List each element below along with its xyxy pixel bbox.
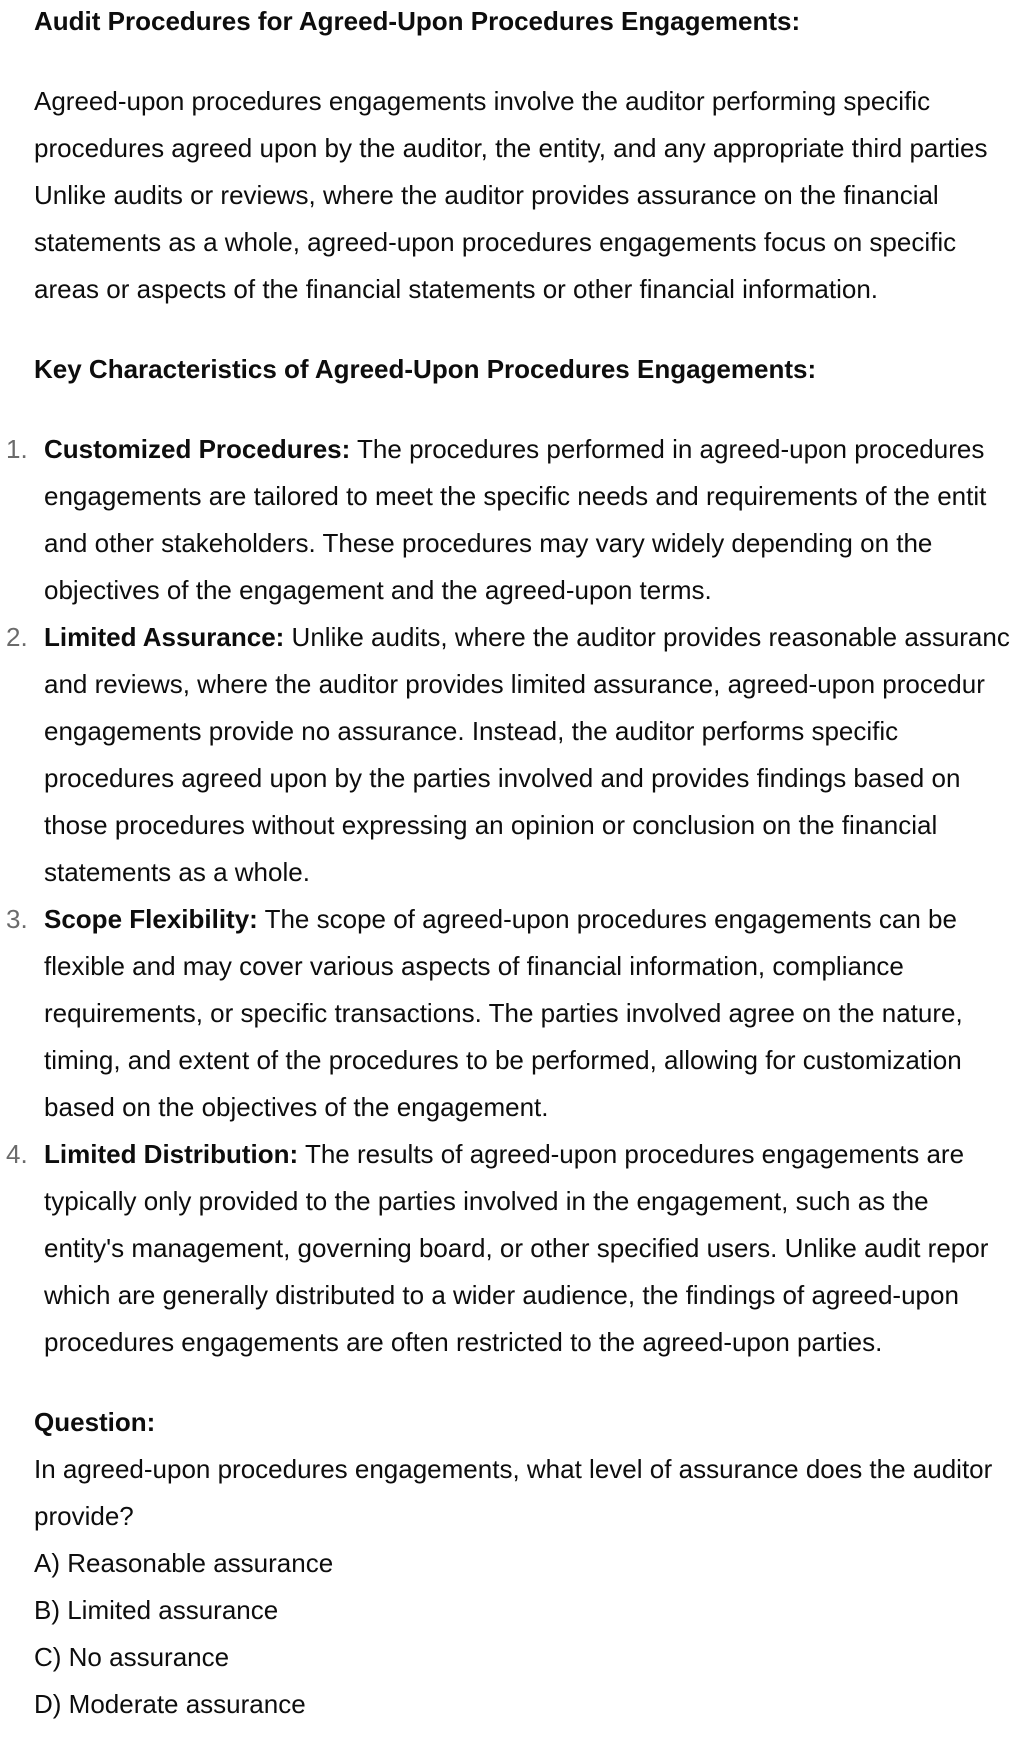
list-number: 4. <box>6 1139 28 1169</box>
list-item <box>6 1131 1020 1366</box>
item-text-line: procedures agreed upon by the parties involved and provides findings based on <box>44 763 961 793</box>
answer-options <box>34 1540 1020 1728</box>
item-text-line: timing, and extent of the procedures to be performed, allowing for customization <box>44 1045 962 1075</box>
item-text-line: entity's management, governing board, or other specified users. Unlike audit repor <box>44 1233 989 1263</box>
intro-line: procedures agreed upon by the auditor, the entity, and any appropriate third parties <box>34 133 988 163</box>
list-item <box>6 614 1020 896</box>
intro-paragraph <box>34 78 1020 313</box>
intro-line: Unlike audits or reviews, where the auditor provides assurance on the financial <box>34 180 939 210</box>
item-text-line: which are generally distributed to a wider audience, the findings of agreed-upon <box>44 1280 959 1310</box>
document-content <box>6 0 1020 1728</box>
intro-line: statements as a whole, agreed-upon procedures engagements focus on specific <box>34 227 957 257</box>
question-line: provide? <box>34 1501 134 1531</box>
item-text-line: based on the objectives of the engagement. <box>44 1092 549 1122</box>
item-term: Scope Flexibility: <box>44 904 258 934</box>
key-characteristics-heading: Key Characteristics of Agreed-Upon Procedures Engagements: <box>34 354 817 384</box>
item-text-line: requirements, or specific transactions. The parties involved agree on the nature, <box>44 998 963 1028</box>
item-text-line: engagements are tailored to meet the specific needs and requirements of the entit <box>44 481 987 511</box>
item-text: The procedures performed in agreed-upon procedures <box>350 434 985 464</box>
answer-option-a: A) Reasonable assurance <box>34 1548 334 1578</box>
item-text: The scope of agreed-upon procedures engagements can be <box>257 904 957 934</box>
item-text-line: and reviews, where the auditor provides limited assurance, agreed-upon procedur <box>44 669 985 699</box>
item-text-line: and other stakeholders. These procedures may vary widely depending on the <box>44 528 933 558</box>
question-text <box>34 1446 1020 1540</box>
answer-option-d: D) Moderate assurance <box>34 1689 306 1719</box>
answer-option-b: B) Limited assurance <box>34 1595 279 1625</box>
intro-line: Agreed-upon procedures engagements involve the auditor performing specific <box>34 86 931 116</box>
item-term: Customized Procedures: <box>44 434 351 464</box>
intro-line: areas or aspects of the financial statements or other financial information. <box>34 274 878 304</box>
item-text-line: those procedures without expressing an opinion or conclusion on the financial <box>44 810 938 840</box>
item-text-line: engagements provide no assurance. Instead, the auditor performs specific <box>44 716 899 746</box>
list-item <box>6 426 1020 614</box>
item-text: Unlike audits, where the auditor provides reasonable assuranc <box>284 622 1010 652</box>
list-number: 3. <box>6 904 28 934</box>
item-text: The results of agreed-upon procedures engagements are <box>298 1139 965 1169</box>
item-text-line: statements as a whole. <box>44 857 310 887</box>
document-title: Audit Procedures for Agreed-Upon Procedures Engagements: <box>34 6 801 36</box>
item-text-line: objectives of the engagement and the agreed-upon terms. <box>44 575 712 605</box>
list-number: 1. <box>6 434 28 464</box>
question-line: In agreed-upon procedures engagements, what level of assurance does the auditor <box>34 1454 993 1484</box>
item-text-line: flexible and may cover various aspects of financial information, compliance <box>44 951 904 981</box>
item-text-line: procedures engagements are often restricted to the agreed-upon parties. <box>44 1327 883 1357</box>
list-number: 2. <box>6 622 28 652</box>
item-text-line: typically only provided to the parties involved in the engagement, such as the <box>44 1186 929 1216</box>
characteristics-list <box>6 426 1020 1366</box>
item-term: Limited Distribution: <box>44 1139 299 1169</box>
item-term: Limited Assurance: <box>44 622 285 652</box>
list-item <box>6 896 1020 1131</box>
question-heading: Question: <box>34 1407 156 1437</box>
answer-option-c: C) No assurance <box>34 1642 230 1672</box>
